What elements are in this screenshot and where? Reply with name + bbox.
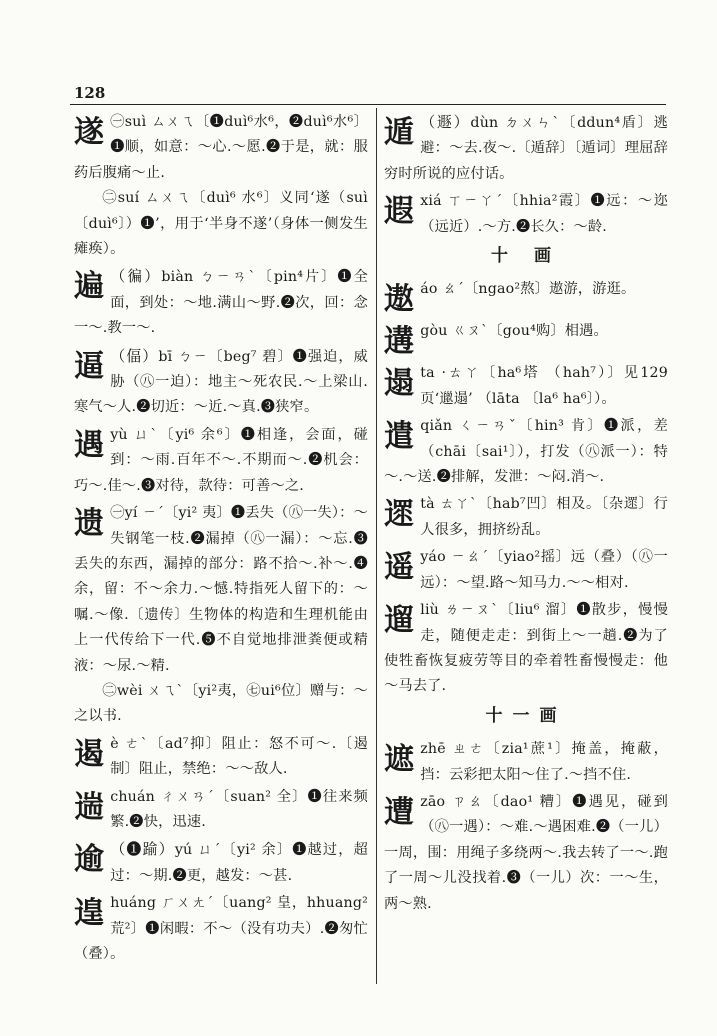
entry-headword: 遣	[384, 419, 415, 455]
dictionary-entry	[74, 785, 368, 836]
entry-headword: 逼	[74, 348, 105, 384]
entry-variant: （偪）	[110, 346, 159, 365]
entry-definition: áo ㄠˊ〔ngao²熬〕遨游，游逛。	[420, 281, 636, 298]
stroke-count-heading: 十一画	[485, 705, 567, 726]
entry-definition: zāo ㄗㄠ〔dao¹ 糟〕❶遇见，碰到（㊇一遇）：～难.～遇困难.❷（一儿）一周，围：用绳子多绕两～.我去转了一～.跑了一周～儿没找着.❸（一儿）次：一～生，两～熟.	[384, 793, 668, 912]
entry-headword: 遥	[384, 550, 415, 586]
left-column	[74, 110, 368, 969]
entry-headword: 遂	[74, 115, 105, 150]
header-rule	[70, 104, 666, 105]
entry-headword: 遐	[384, 194, 415, 230]
dictionary-entry	[74, 110, 368, 262]
entry-variant: （遯）	[420, 113, 471, 131]
stroke-count-heading: 十 画	[491, 246, 561, 267]
dictionary-entry	[384, 277, 668, 317]
entry-definition: bī ㄅㄧ〔beg⁷ 碧〕❶强迫，威胁（㊇一迫）：地主～死农民.～上梁山.寒气～人.❷切近：～近.～真.❸狭窄。	[74, 348, 368, 416]
dictionary-entry	[74, 891, 368, 967]
entry-definition: liù ㄌㄧㄡˋ〔liu⁶ 溜〕❶散步，慢慢走，随便走走：到街上～一趟.❷为了使牲畜恢复疲劳等目的牵着牲畜慢慢走：他～马去了.	[384, 602, 668, 695]
entry-definition: chuán ㄔㄨㄢˊ〔suan² 全〕❶往来频繁.❷快，迅速.	[110, 788, 368, 830]
entry-headword: 遏	[74, 736, 105, 772]
dictionary-entry	[74, 344, 368, 421]
entry-headword: 遄	[74, 789, 105, 825]
entry-definition: biàn ㄅㄧㄢˋ〔pin⁴片〕❶全面，到处：～地.满山～野.❷次，回：念一～.教一～.	[74, 269, 368, 337]
entry-definition: gòu ㄍㄡˋ〔gou⁴购〕相遇。	[420, 323, 608, 340]
entry-headword: 遁	[384, 115, 415, 150]
dictionary-entry	[384, 189, 668, 240]
entry-headword: 遨	[384, 282, 415, 318]
entry-headword: 遇	[74, 427, 105, 463]
right-column	[384, 110, 668, 919]
entry-headword: 遘	[384, 324, 415, 360]
entry-headword: 遍	[74, 269, 105, 305]
dictionary-entry	[384, 319, 668, 359]
column-divider	[376, 108, 377, 984]
dictionary-entry	[384, 598, 668, 700]
entry-definition: xiá ㄒㄧㄚˊ〔hhia²霞〕❶远：～迩（远近）.～方.❷长久：～龄.	[420, 193, 668, 235]
entry-headword: 遢	[384, 366, 415, 402]
entry-headword: 遝	[384, 497, 415, 533]
dictionary-entry	[74, 837, 368, 889]
entry-definition: qiǎn ㄑㄧㄢˇ〔hin³ 肯〕❶派，差（chāi〔sai¹〕），打发（㊇派一）：特～.～送.❷排解，发泄：～闷.消～.	[384, 418, 668, 486]
dictionary-entry	[384, 737, 668, 788]
entry-definition: dùn ㄉㄨㄣˋ〔ddun⁴盾〕逃避：～去.夜～.〔遁辞〕〔遁词〕理屈辞穷时所说的应付话。	[384, 115, 668, 182]
dictionary-entry	[384, 361, 668, 412]
entry-secondary-reading: ㊁suí ㄙㄨㄟ〔duì⁶ 水⁶〕义同‘遂（suì〔duì⁶〕）❶’，用于‘半身不遂’（身体一侧发生瘫痪）。	[74, 190, 368, 258]
entry-definition: huáng ㄏㄨㄤˊ〔uang² 皇，hhuang²荒²〕❶闲暇：不～（没有功夫）.❷匆忙（叠）。	[74, 895, 368, 962]
entry-definition: ㊀suì ㄙㄨㄟ〔❶duì⁶水⁶，❷duì⁶水⁶〕❶顺，如意：～心.～愿.❷于是，就：服药后腹痛～止.	[74, 114, 368, 181]
entry-definition: yù ㄩˋ〔yi⁶ 余⁶〕❶相逢，会面，碰到：～雨.百年不～.不期而～.❷机会：巧～.佳～.❸对待，款待：可善～之.	[74, 426, 368, 494]
dictionary-entry	[74, 264, 368, 341]
entry-variant: （徧）	[110, 267, 162, 286]
entry-headword: 遛	[384, 603, 415, 639]
dictionary-entry	[384, 492, 668, 543]
entry-definition: tà ㄊㄚˋ〔hab⁷凹〕相及。〔杂遝〕行人很多，拥挤纷乱。	[420, 496, 668, 538]
dictionary-entry	[384, 414, 668, 490]
dictionary-entry	[384, 545, 668, 596]
entry-definition: ㊀yí ㄧˊ〔yi² 夷〕❶丢失（㊇一失）：～失钢笔一枝.❷漏掉（㊇一漏）：～忘.❸丢失的东西，漏掉的部分：路不拾～.补～.❹余，留：不～余力.～憾.特指死人留下的：～嘱.～像.〔遗传〕生物体的构造和生理机能由上一代传给下一代.❺不自觉地排泄粪便或精液：～尿.～精.	[74, 505, 368, 674]
dictionary-entry	[74, 501, 368, 730]
dictionary-entry	[74, 423, 368, 499]
entry-definition: è ㄜˋ〔ad⁷抑〕阻止：怒不可～.〔遏制〕阻止，禁绝：～～敌人.	[110, 735, 368, 778]
entry-definition: yú ㄩˊ〔yi² 余〕❶越过，超过：～期.❷更，越发：～甚.	[110, 842, 368, 884]
entry-headword: 遗	[74, 506, 105, 542]
dictionary-entry	[384, 110, 668, 187]
entry-definition: zhē ㄓㄜ〔zia¹蔗¹〕掩盖，掩蔽，挡：云彩把太阳～住了.～挡不住.	[420, 741, 668, 783]
entry-headword: 逾	[74, 842, 105, 878]
dictionary-entry	[384, 790, 668, 917]
entry-secondary-reading: ㊁wèi ㄨㄟˋ〔yi²夷，㊆ui⁶位〕赠与：～之以书.	[74, 682, 368, 725]
entry-headword: 遑	[74, 896, 105, 932]
entry-headword: 遮	[384, 742, 415, 778]
entry-definition: ta ·ㄊㄚ〔ha⁶塔 （hah⁷）〕见129页‘邋遢’ （lāta 〔la⁶ ha⁶〕）。	[420, 365, 668, 407]
entry-definition: yáo ㄧㄠˊ〔yiao²摇〕远（叠）（㊇一远）：～望.路～知马力.～～相对.	[420, 549, 668, 591]
entry-headword: 遭	[384, 794, 415, 830]
entry-variant: （❶踰）	[110, 840, 175, 859]
dictionary-entry	[74, 732, 368, 783]
page-number: 128	[74, 84, 106, 102]
